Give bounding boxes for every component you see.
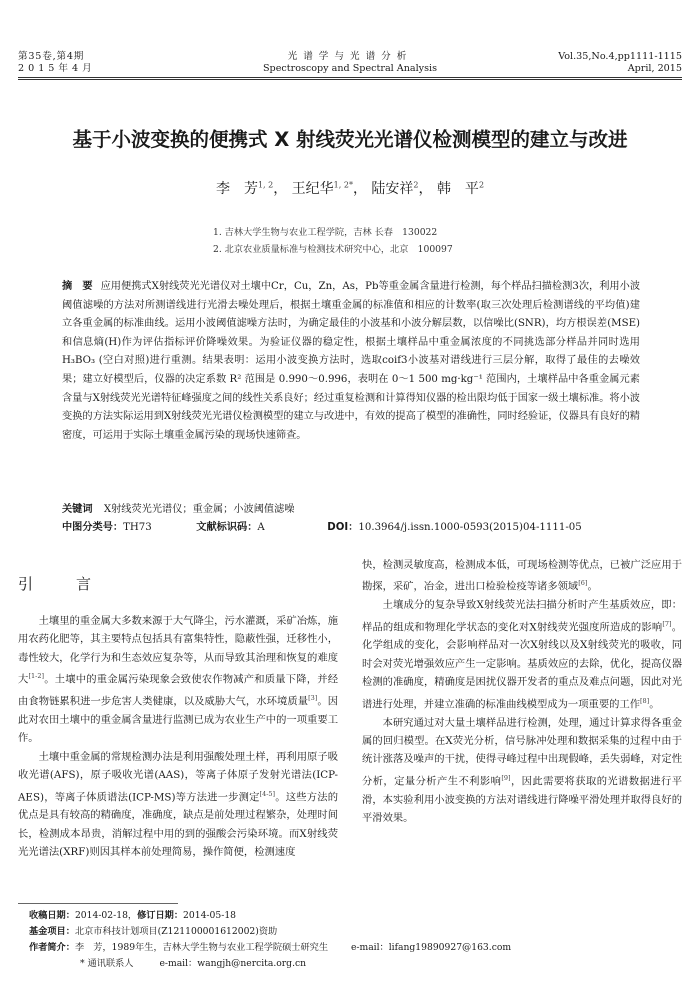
footnote-fund: 基金项目：北京市科技计划项目(Z121100001612002)资助: [29, 926, 278, 937]
abstract: [62, 278, 640, 445]
vol-pages: Vol.35,No.4,pp1111-1115: [558, 51, 682, 62]
journal-name-en: Spectroscopy and Spectral Analysis: [262, 62, 438, 74]
header-rule-2: [18, 79, 682, 80]
volume-issue: 第35卷,第4期: [18, 51, 85, 62]
abstract-label: 摘 要: [62, 281, 93, 292]
journal-pages: [558, 51, 682, 74]
doi-label: DOI：: [327, 522, 359, 533]
author-4: 韩 平$^2$: [436, 180, 485, 197]
month-year: April, 2015: [627, 62, 682, 74]
clc-value: TH73: [123, 522, 152, 533]
author-list: [0, 178, 700, 198]
keywords: [62, 503, 294, 517]
author-3: 陆安祥$^2$，: [371, 180, 433, 197]
clc-label: 中图分类号：: [62, 522, 124, 533]
footnote-rule: [18, 903, 178, 904]
paragraph: 土壤里的重金属大多数来源于大气降尘，污水灌溉，采矿冶炼，施用农药化肥等，其主要特点包括具有富集特性，隐蔽性强，迁移性小，毒性较大，化学行为和生态效应复杂等，从而导致其治理和恢复的难度大[1-2]。土壤中的重金属污染现象会致使农作物减产和质量下降，并经由食物链累积进一步危害人类健康，以及威胁大气，水环境质量[3]。因此对农田土壤中的重金属含量进行监测已成为农业生产中的一项重要工作。: [18, 615, 339, 745]
paragraph: 土壤中重金属的常规检测办法是利用强酸处理土样，再利用原子吸收光谱(AFS)，原子吸收光谱(AAS)，等离子体原子发射光谱法(ICP-AES)，等离子体质谱法(ICP-MS)等方法进一步测定[4-5]。这些方法的优点是具有较高的精确度，准确度，缺点是前处理过程繁杂，处理时间长，检测成本昂贵，消解过程中用的到的强酸会污染环境。而X射线荧光光谱法(XRF)则因其样本前处理简易，操作简便，检测速度: [18, 750, 338, 859]
paper-title: 基于小波变换的便携式 X 射线荧光光谱仪检测模型的建立与改进: [72, 128, 628, 151]
left-column: [18, 612, 338, 862]
header-rule: [18, 77, 682, 78]
keywords-label: 关键词: [62, 504, 93, 515]
affiliation-1: 1. 吉林大学生物与农业工程学院，吉林 长春 130022: [213, 227, 438, 238]
footnote-corresponding: * 通讯联系人 e-mail：wangjh@nercita.org.cn: [80, 958, 307, 969]
doi-value: 10.3964/j.issn.1000-0593(2015)04-1111-05: [358, 522, 582, 533]
author-1: 李 芳$^{1, 2}$，: [215, 180, 288, 197]
footnote-dates: 收稿日期：2014-02-18，修订日期：2014-05-18: [29, 910, 237, 921]
issue-date: 2015年4月: [18, 62, 96, 74]
journal-name-cn: 光谱学与光谱分析: [287, 51, 413, 62]
right-column: [362, 556, 682, 827]
paragraph: 快，检测灵敏度高，检测成本低，可现场检测等优点，已被广泛应用于勘探，采矿，冶金，进出口检验检疫等诸多领域[6]。: [362, 559, 682, 593]
paragraph: 土壤成分的复杂导致X射线荧光法扫描分析时产生基质效应，即：样品的组成和物理化学状态的变化对X射线荧光强度所造成的影响[7]。化学组成的变化，会影响样品对一次X射线以及X射线荧光的吸收，同时会对荧光增强效应产生一定影响。基质效应的去除，优化，提高仪器检测的准确度，精确度是困扰仪器开发者的重点及难点问题，因此对光谱进行处理，并建立准确的标准曲线模型成为一项重要的工作[8]。: [362, 599, 682, 711]
footnote-bio: 作者简介：李 芳，1989年生，吉林大学生物与农业工程学院硕士研究生 e-mail：lifang19890927@163.com: [29, 942, 512, 953]
author-2: 王纪华$^{1, 2*}$，: [291, 180, 367, 197]
author-email: e-mail：lifang19890927@163.com: [350, 942, 512, 953]
keywords-text: X射线荧光光谱仪；重金属；小波阈值滤噪: [103, 504, 295, 515]
affiliation-2: 2. 北京农业质量标准与检测技术研究中心，北京 100097: [213, 244, 453, 255]
paragraph: 本研究通过对大量土壤样品进行检测，处理，通过计算求得各重金属的回归模型。在X荧光分析，信号脉冲处理和数据采集的过程中由于统计涨落及噪声的干扰，使得寻峰过程中出现假峰，丢失弱峰，对定性分析，定量分析产生不利影响[9]，因此需要将获取的光谱数据进行平滑，本实验利用小波变换的方法对谱线进行降噪平滑处理并取得良好的平滑效果。: [362, 716, 683, 824]
doc-code-value: A: [257, 522, 265, 533]
doc-code-label: 文献标识码：: [196, 522, 258, 533]
section-title-introduction: 引 言: [18, 575, 106, 593]
classification: [62, 521, 582, 535]
abstract-text: 应用便携式X射线荧光光谱仪对土壤中Cr，Cu，Zn，As，Pb等重金属含量进行检测，每个样品扫描检测3次，利用小波阈值滤噪的方法对所测谱线进行光滑去噪处理后，根据土壤重金属的标准值和相应的计数率(取三次处理后检测谱线的平均值)建立各重金属的标准曲线。运用小波阈值滤噪方法时，为确定最佳的小波基和小波分解层数，以信噪比(SNR)，均方根误差(MSE)和信息熵(H)作为评估指标评价降噪效果。为验证仪器的稳定性，根据土壤样品中重金属浓度的不同挑选部分样品并同时选用 H₃BO₃ (空白对照)进行重测。结果表明：运用小波变换方法时，选取coif3小波基对谱线进行三层分解，取得了最佳的去噪效果；建立好模型后，仪器的决定系数 R² 范围是 0.990～0.996，表明在 0～1 500 mg·kg⁻¹ 范围内，土壤样品中各重金属元素含量与X射线荧光光谱特征峰强度之间的线性关系良好；经过重复检测和计算得知仪器的检出限均低于国家一级土壤标准。将小波变换的方法实际运用到X射线荧光光谱仪检测模型的建立与改进中，有效的提高了模型的准确性，同时经验证，仪器具有良好的精密度，可运用于实际土壤重金属污染的现场快速筛查。: [62, 281, 641, 441]
corresponding-email: e-mail：wangjh@nercita.org.cn: [159, 958, 307, 969]
